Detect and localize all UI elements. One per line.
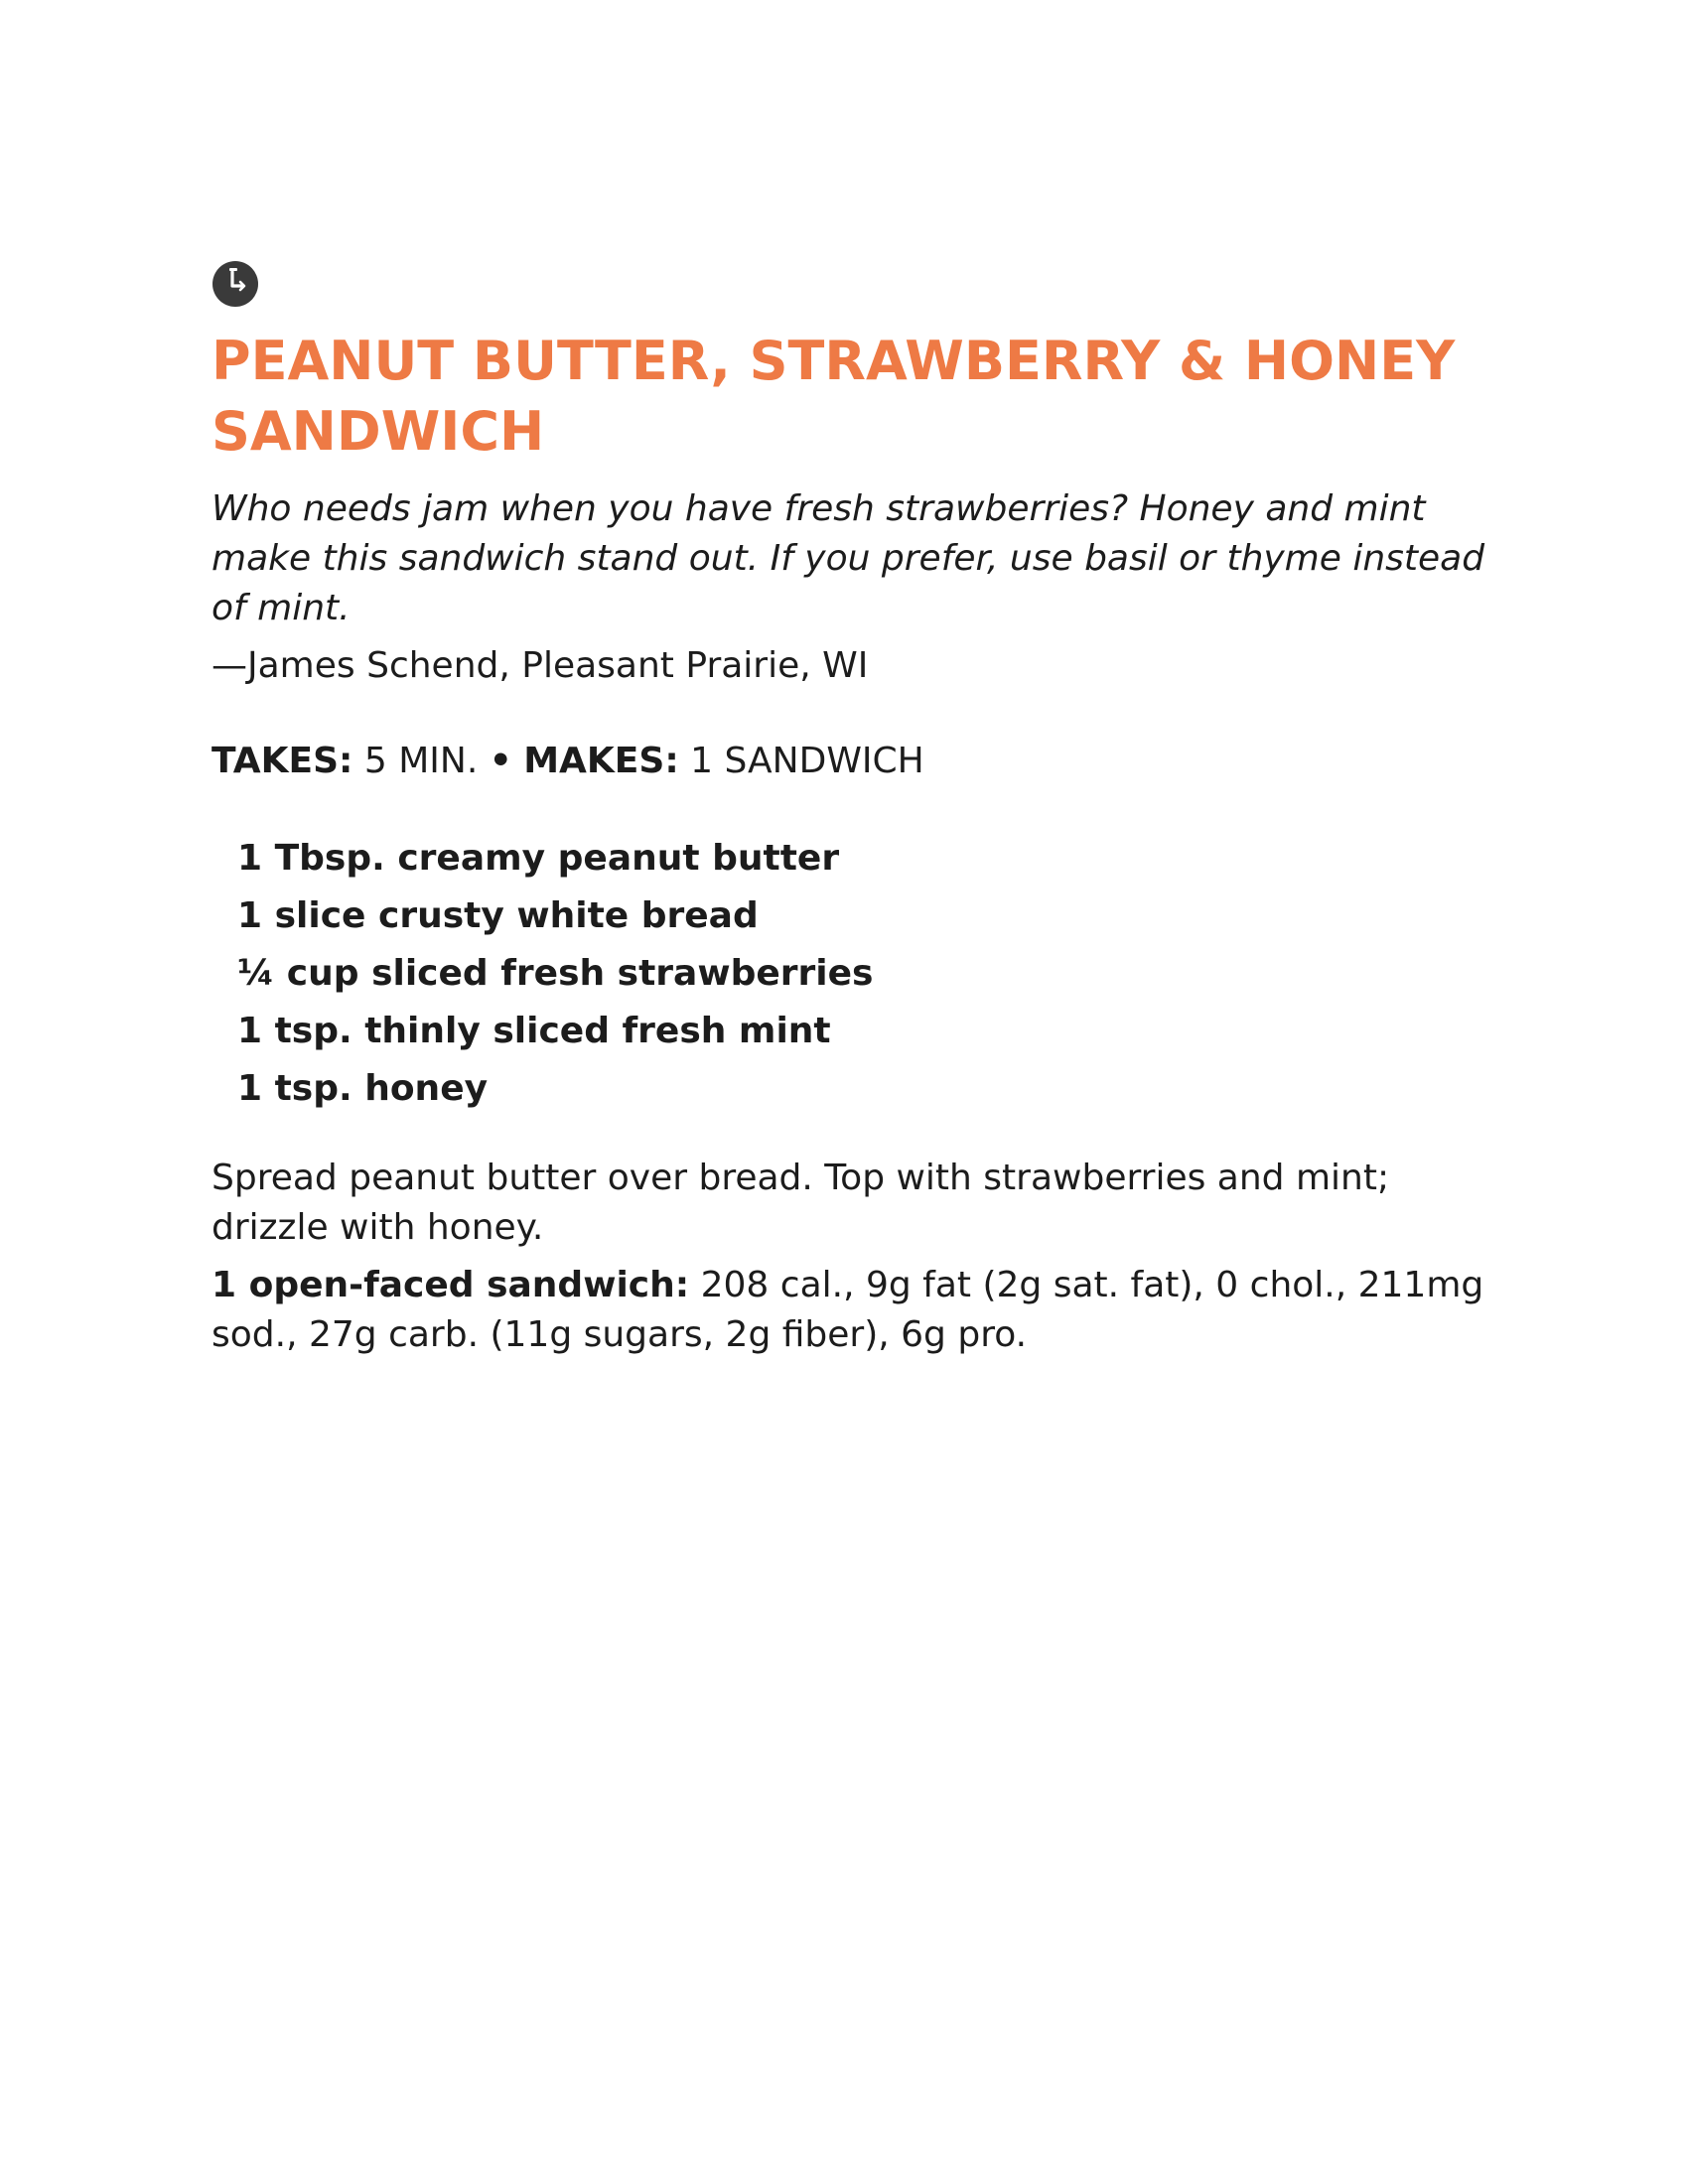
makes-value: 1 SANDWICH bbox=[690, 741, 924, 781]
ingredient-item: 1 Tbsp. creamy peanut butter bbox=[237, 838, 840, 879]
ingredient-list bbox=[237, 830, 1502, 1118]
meta-separator: • bbox=[489, 741, 512, 781]
recipe-intro: Who needs jam when you have fresh strawberries? Honey and mint make this sandwich stand out. If you prefer, use basil or thyme instead of mint. bbox=[211, 488, 1485, 628]
recipe-card bbox=[211, 260, 1502, 1360]
ingredient-item: 1 tsp. thinly sliced fresh mint bbox=[237, 1011, 831, 1051]
recipe-directions: Spread peanut butter over bread. Top with strawberries and mint; drizzle with honey. bbox=[211, 1158, 1390, 1248]
ingredient-item: ¼ cup sliced fresh strawberries bbox=[237, 953, 874, 994]
takes-value: 5 MIN. bbox=[363, 741, 479, 781]
recipe-meta bbox=[211, 737, 1502, 786]
makes-label: MAKES: bbox=[523, 741, 679, 781]
ingredient-item: 1 slice crusty white bread bbox=[237, 895, 759, 936]
nutrition-facts bbox=[211, 1261, 1502, 1360]
recipe-title: PEANUT BUTTER, STRAWBERRY & HONEY SANDWICH bbox=[211, 330, 1456, 463]
takes-label: TAKES: bbox=[211, 741, 353, 781]
nutrition-text: 208 cal., 9g fat (2g sat. fat), 0 chol., 211mg sod., 27g carb. (11g sugars, 2g fiber), 6g pro. bbox=[211, 1265, 1484, 1355]
timer-clock-icon bbox=[211, 260, 259, 308]
nutrition-label: 1 open-faced sandwich: bbox=[211, 1265, 690, 1305]
recipe-byline: —James Schend, Pleasant Prairie, WI bbox=[211, 645, 869, 686]
ingredient-item: 1 tsp. honey bbox=[237, 1068, 489, 1109]
